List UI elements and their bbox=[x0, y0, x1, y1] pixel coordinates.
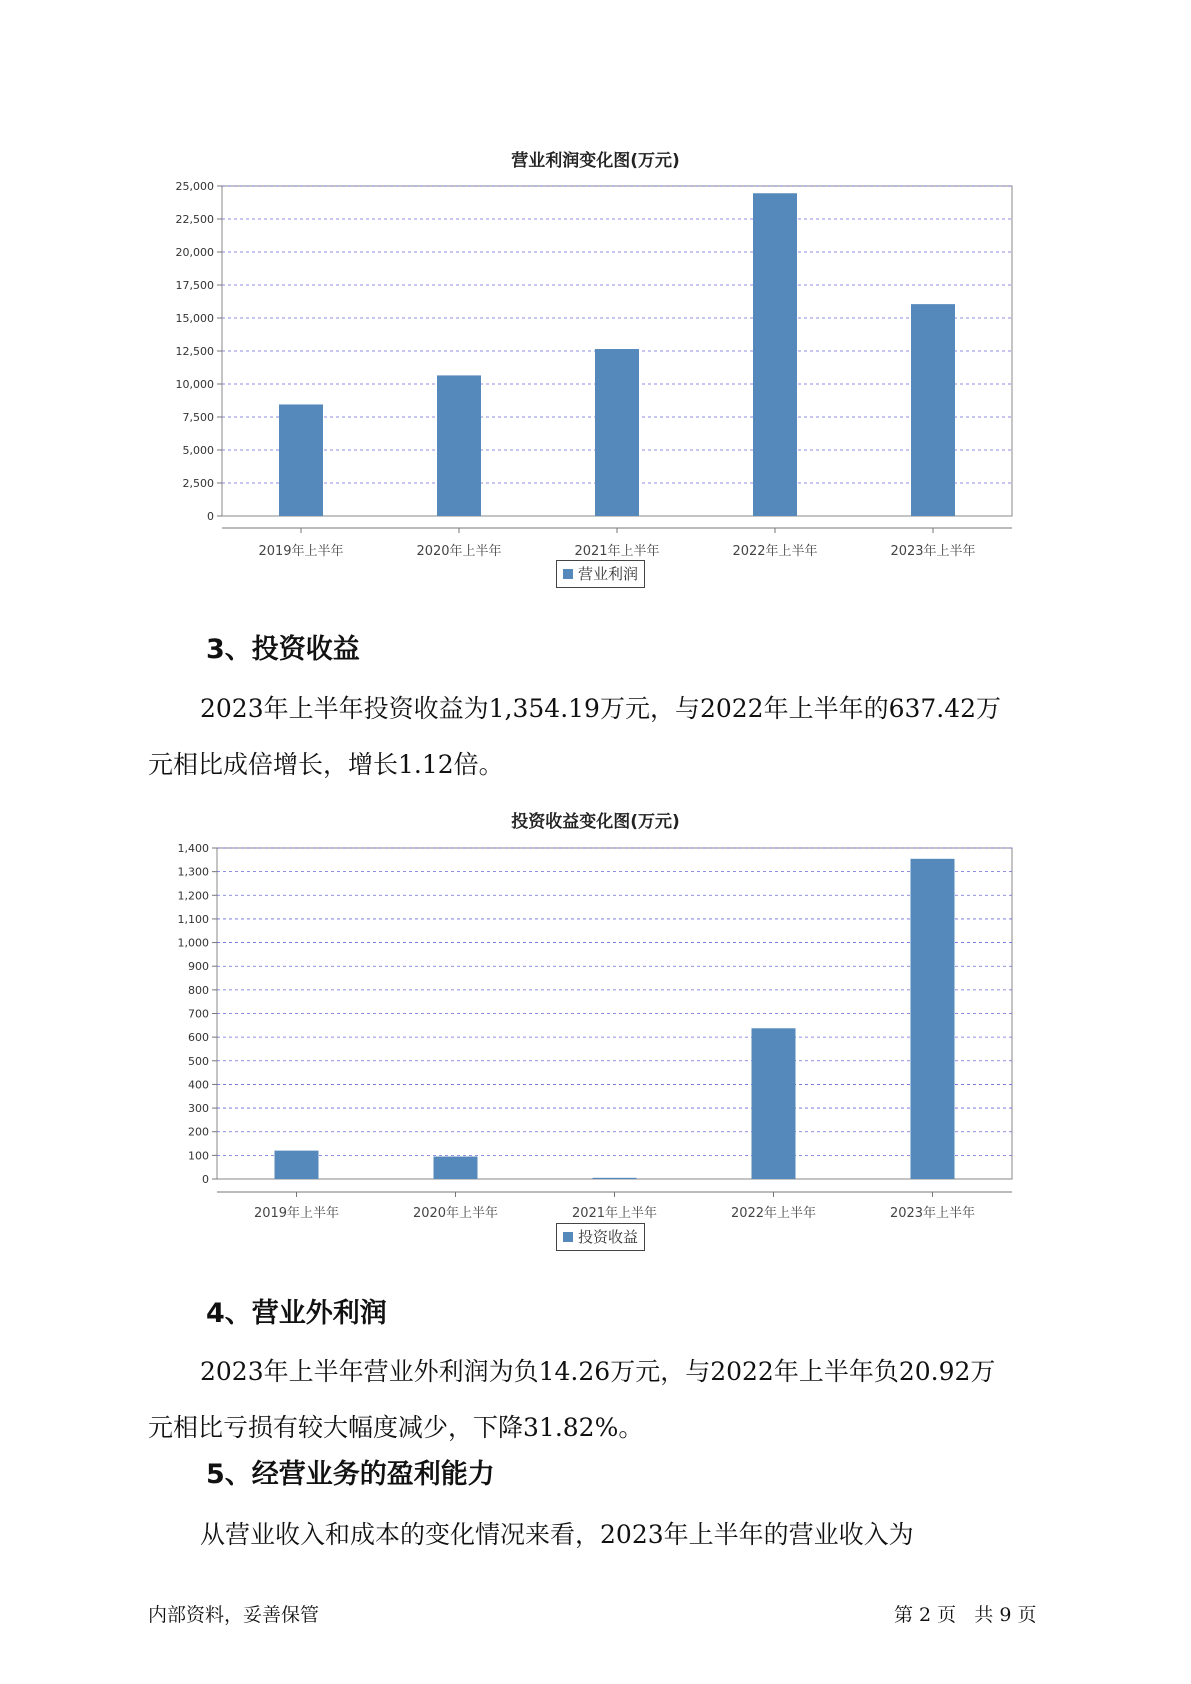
y-tick-label: 400 bbox=[188, 1078, 209, 1092]
footer-left: 内部资料，妥善保管 bbox=[148, 1604, 320, 1626]
y-tick-label: 2,500 bbox=[182, 477, 214, 490]
bar bbox=[593, 1178, 637, 1179]
paragraph-non-operating-profit bbox=[148, 1344, 1048, 1456]
x-tick-label: 2021年上半年 bbox=[571, 1206, 658, 1220]
footer-page-number: 第 2 页 共 9 页 bbox=[894, 1604, 1037, 1626]
legend-label: 投资收益 bbox=[578, 1228, 639, 1246]
paragraph-line: 2023年上半年营业外利润为负14.26万元，与2022年上半年负20.92万 bbox=[200, 1357, 996, 1386]
y-tick-label: 20,000 bbox=[175, 246, 214, 259]
y-tick-label: 0 bbox=[207, 510, 214, 523]
bar bbox=[752, 1028, 796, 1179]
y-tick-label: 5,000 bbox=[182, 444, 214, 457]
section-heading-investment-income: 3、投资收益 bbox=[206, 634, 360, 665]
y-tick-label: 25,000 bbox=[175, 180, 214, 193]
y-tick-label: 1,000 bbox=[177, 936, 209, 950]
x-tick-label: 2021年上半年 bbox=[574, 544, 660, 559]
y-tick-label: 22,500 bbox=[175, 213, 214, 226]
bar bbox=[434, 1157, 478, 1179]
paragraph-line: 元相比亏损有较大幅度减少，下降31.82%。 bbox=[148, 1413, 644, 1442]
bar bbox=[911, 859, 955, 1179]
y-tick-label: 12,500 bbox=[175, 345, 214, 358]
y-tick-label: 17,500 bbox=[175, 279, 214, 292]
y-tick-label: 15,000 bbox=[175, 312, 214, 325]
y-tick-label: 1,400 bbox=[177, 842, 209, 855]
chart-title: 营业利润变化图(万元) bbox=[511, 151, 680, 171]
x-tick-label: 2019年上半年 bbox=[258, 544, 344, 559]
section-heading-profitability: 5、经营业务的盈利能力 bbox=[206, 1459, 495, 1490]
y-tick-label: 100 bbox=[188, 1149, 209, 1163]
y-tick-label: 700 bbox=[188, 1007, 209, 1021]
y-tick-label: 500 bbox=[188, 1054, 209, 1068]
y-tick-label: 0 bbox=[202, 1173, 209, 1186]
y-tick-label: 1,100 bbox=[177, 912, 209, 926]
y-tick-label: 7,500 bbox=[182, 411, 214, 424]
x-tick-label: 2020年上半年 bbox=[412, 1206, 499, 1220]
bar bbox=[275, 1151, 319, 1179]
paragraph-profitability bbox=[148, 1507, 1048, 1563]
y-tick-label: 200 bbox=[188, 1125, 209, 1139]
y-tick-label: 800 bbox=[188, 983, 209, 997]
paragraph-line: 元相比成倍增长，增长1.12倍。 bbox=[148, 750, 504, 779]
x-tick-label: 2022年上半年 bbox=[732, 544, 818, 559]
chart-legend bbox=[556, 1223, 645, 1251]
y-tick-label: 300 bbox=[188, 1102, 209, 1116]
x-tick-label: 2020年上半年 bbox=[416, 544, 502, 559]
section-heading-non-operating-profit: 4、营业外利润 bbox=[206, 1298, 387, 1329]
y-tick-label: 1,300 bbox=[177, 865, 209, 879]
y-tick-label: 900 bbox=[188, 960, 209, 974]
y-tick-label: 1,200 bbox=[177, 889, 209, 903]
chart-title: 投资收益变化图(万元) bbox=[511, 812, 680, 832]
x-tick-label: 2022年上半年 bbox=[730, 1206, 817, 1220]
legend-label: 营业利润 bbox=[578, 565, 639, 583]
x-tick-label: 2019年上半年 bbox=[253, 1206, 340, 1220]
paragraph-line: 2023年上半年投资收益为1,354.19万元，与2022年上半年的637.42万 bbox=[200, 694, 1002, 723]
paragraph-line: 从营业收入和成本的变化情况来看，2023年上半年的营业收入为 bbox=[200, 1520, 914, 1549]
legend-swatch bbox=[563, 1232, 573, 1242]
x-tick-label: 2023年上半年 bbox=[889, 1206, 976, 1220]
x-tick-label: 2023年上半年 bbox=[890, 544, 976, 559]
y-tick-label: 10,000 bbox=[175, 378, 214, 391]
y-tick-label: 600 bbox=[188, 1031, 209, 1045]
